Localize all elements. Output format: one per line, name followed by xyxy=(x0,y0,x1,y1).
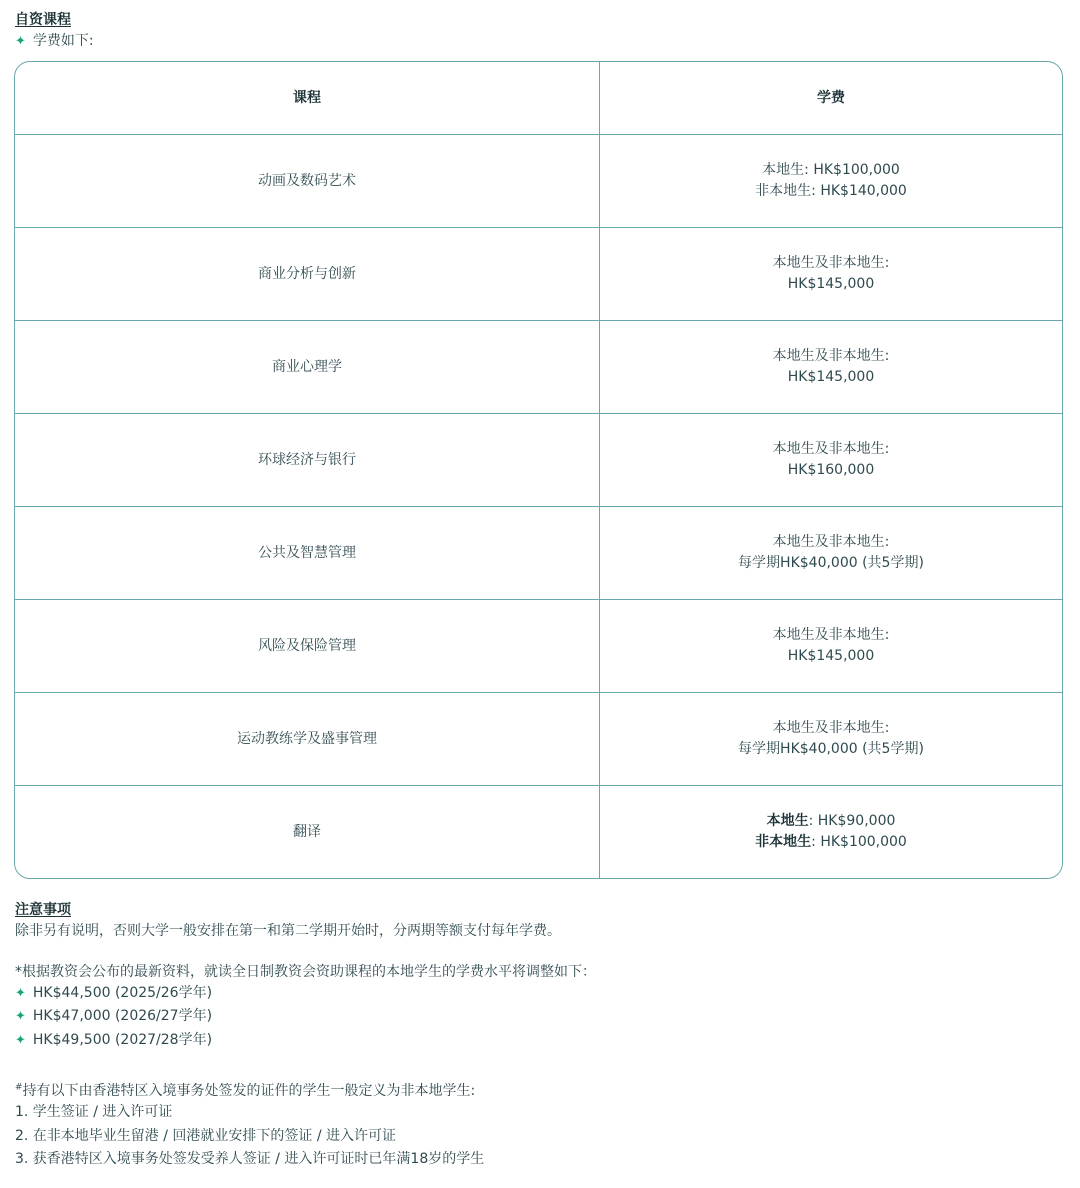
table-row xyxy=(15,228,1062,321)
fee-line: 本地生及非本地生: xyxy=(772,255,890,271)
fee-line: HK$145,000 xyxy=(787,276,875,292)
table-row xyxy=(15,786,1062,878)
fee-line: 本地生及非本地生: xyxy=(772,534,890,550)
table-row xyxy=(15,693,1062,786)
hash-mark: # xyxy=(15,1082,23,1093)
ugc-fee-value: HK$47,000 (2026/27学年) xyxy=(32,1008,213,1024)
fee-line: 本地生: HK$100,000 xyxy=(762,162,900,178)
table-row xyxy=(15,414,1062,507)
course-fee xyxy=(600,507,1062,600)
tuition-fee-table xyxy=(14,61,1063,879)
fee-label-local: 本地生 xyxy=(766,813,809,829)
fee-line: 本地生及非本地生: xyxy=(772,441,890,457)
fee-intro xyxy=(15,30,94,50)
table-row xyxy=(15,507,1062,600)
course-fee xyxy=(600,600,1062,693)
ugc-fee-item xyxy=(15,1005,212,1025)
sparkle-bullet-icon: ✦ xyxy=(15,986,26,1001)
course-fee xyxy=(600,786,1062,878)
course-name: 翻译 xyxy=(15,786,600,878)
fee-line: 每学期HK$40,000 (共5学期) xyxy=(738,741,924,757)
ugc-fee-value: HK$44,500 (2025/26学年) xyxy=(32,985,213,1001)
ugc-fee-item xyxy=(15,1029,212,1049)
course-fee xyxy=(600,228,1062,321)
list-item: 1. 学生签证 / 进入许可证 xyxy=(15,1104,173,1120)
table-header-row xyxy=(15,62,1062,135)
non-local-definition xyxy=(15,1080,475,1100)
course-name: 环球经济与银行 xyxy=(15,414,600,507)
course-name: 商业分析与创新 xyxy=(15,228,600,321)
payment-note: 除非另有说明，否则大学一般安排在第一和第二学期开始时，分两期等额支付每年学费。 xyxy=(15,923,561,939)
ugc-fee-note: *根据教资会公布的最新资料，就读全日制教资会资助课程的本地学生的学费水平将调整如下： xyxy=(15,964,596,980)
fee-line: HK$145,000 xyxy=(787,369,875,385)
header-course: 课程 xyxy=(15,62,600,135)
fee-intro-text: 学费如下: xyxy=(32,33,94,49)
fee-line: 非本地生: HK$140,000 xyxy=(755,183,907,199)
ugc-fee-item xyxy=(15,982,212,1002)
sparkle-bullet-icon: ✦ xyxy=(15,1009,26,1024)
non-local-definition-text: 持有以下由香港特区入境事务处签发的证件的学生一般定义为非本地学生: xyxy=(22,1083,476,1099)
fee-line: 每学期HK$40,000 (共5学期) xyxy=(738,555,924,571)
course-name: 风险及保险管理 xyxy=(15,600,600,693)
course-name: 商业心理学 xyxy=(15,321,600,414)
course-fee xyxy=(600,414,1062,507)
list-item: 2. 在非本地毕业生留港 / 回港就业安排下的签证 / 进入许可证 xyxy=(15,1128,397,1144)
course-name: 动画及数码艺术 xyxy=(15,135,600,228)
ugc-fee-value: HK$49,500 (2027/28学年) xyxy=(32,1032,213,1048)
fee-value-local: : HK$90,000 xyxy=(808,813,896,829)
section-heading-notes: 注意事项 xyxy=(15,902,71,918)
section-heading-self-financed: 自资课程 xyxy=(15,12,71,28)
course-name: 公共及智慧管理 xyxy=(15,507,600,600)
fee-line: HK$145,000 xyxy=(787,648,875,664)
fee-value-non-local: : HK$100,000 xyxy=(811,834,907,850)
fee-line xyxy=(601,832,1061,853)
fee-line: 本地生及非本地生: xyxy=(772,348,890,364)
table-row xyxy=(15,135,1062,228)
table-row xyxy=(15,321,1062,414)
header-fee: 学费 xyxy=(600,62,1062,135)
list-item: 3. 获香港特区入境事务处签发受养人签证 / 进入许可证时已年满18岁的学生 xyxy=(15,1151,485,1167)
fee-label-non-local: 非本地生 xyxy=(755,834,812,850)
fee-line xyxy=(601,811,1061,832)
course-fee xyxy=(600,135,1062,228)
sparkle-bullet-icon: ✦ xyxy=(15,34,26,49)
course-fee xyxy=(600,693,1062,786)
fee-line: HK$160,000 xyxy=(787,462,875,478)
table-row xyxy=(15,600,1062,693)
course-name: 运动教练学及盛事管理 xyxy=(15,693,600,786)
course-fee xyxy=(600,321,1062,414)
fee-line: 本地生及非本地生: xyxy=(772,720,890,736)
fee-line: 本地生及非本地生: xyxy=(772,627,890,643)
sparkle-bullet-icon: ✦ xyxy=(15,1033,26,1048)
